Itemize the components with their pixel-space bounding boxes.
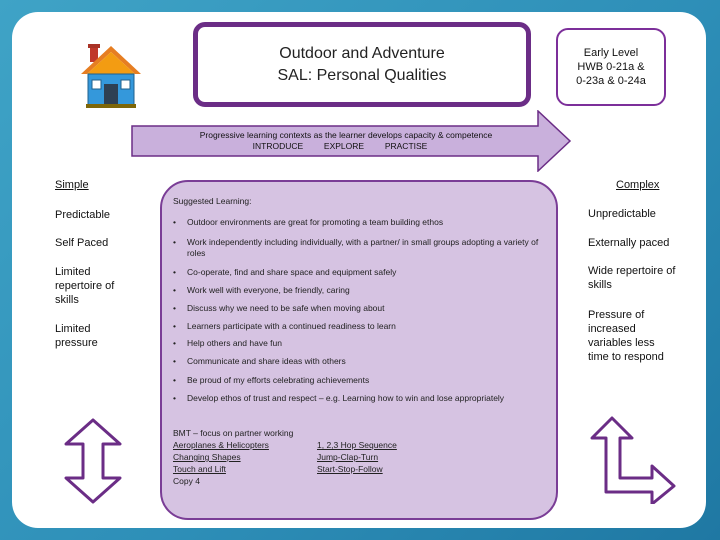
bmt-activity: Copy 4 bbox=[173, 476, 200, 486]
bullet-dot: • bbox=[173, 217, 176, 227]
bullet-dot: • bbox=[173, 356, 176, 366]
bmt-activity: Jump-Clap-Turn bbox=[317, 452, 379, 462]
learning-heading: Suggested Learning: bbox=[173, 196, 252, 206]
right-heading: Complex bbox=[616, 179, 660, 191]
bullet-dot: • bbox=[173, 338, 176, 348]
title-box bbox=[193, 22, 531, 107]
level-line-1: Early Level bbox=[583, 47, 639, 59]
level-line-2: HWB 0-21a & bbox=[577, 61, 645, 73]
left-heading: Simple bbox=[55, 179, 89, 191]
bmt-activity: Aeroplanes & Helicopters bbox=[173, 440, 269, 450]
up-right-arrow-icon bbox=[590, 416, 676, 504]
bullet-text: Co-operate, find and share space and equipment safely bbox=[187, 267, 397, 277]
stage-introduce: INTRODUCE bbox=[252, 141, 304, 151]
bmt-activity: Start-Stop-Follow bbox=[317, 464, 383, 474]
bmt-heading: BMT – focus on partner working bbox=[173, 428, 294, 438]
bullet-dot: • bbox=[173, 285, 176, 295]
bullet-dot: • bbox=[173, 375, 176, 385]
bullet-dot: • bbox=[173, 303, 176, 313]
title-line-1: Outdoor and Adventure bbox=[279, 44, 445, 62]
house-icon bbox=[78, 40, 144, 110]
left-item-repertoire: Limited repertoire of skills bbox=[55, 266, 115, 306]
level-line-3: 0-23a & 0-24a bbox=[576, 75, 646, 87]
bmt-activity: 1, 2,3 Hop Sequence bbox=[317, 440, 397, 450]
bmt-activity: Changing Shapes bbox=[173, 452, 241, 462]
bullet-text: Communicate and share ideas with others bbox=[187, 356, 346, 366]
bullet-dot: • bbox=[173, 237, 176, 247]
bmt-activity: Touch and Lift bbox=[173, 464, 226, 474]
stage-explore: EXPLORE bbox=[323, 141, 365, 151]
progression-stages bbox=[124, 141, 556, 151]
level-box bbox=[556, 28, 666, 106]
stage-practise: PRACTISE bbox=[384, 141, 428, 151]
right-item-externally-paced: Externally paced bbox=[588, 237, 670, 249]
bullet-text: Work independently including individually, with a partner/ in small groups adopting a variety of roles bbox=[187, 237, 539, 258]
right-item-unpredictable: Unpredictable bbox=[588, 208, 656, 220]
left-item-predictable: Predictable bbox=[55, 209, 111, 221]
bullet-text: Help others and have fun bbox=[187, 338, 282, 348]
bullet-dot: • bbox=[173, 321, 176, 331]
right-item-wide-repertoire: Wide repertoire of skills bbox=[588, 265, 676, 291]
up-down-arrow-icon bbox=[60, 418, 126, 504]
title-line-2: SAL: Personal Qualities bbox=[277, 66, 447, 84]
right-item-pressure: Pressure of increased variables less time to respond bbox=[588, 309, 664, 363]
bullet-dot: • bbox=[173, 267, 176, 277]
bullet-text: Outdoor environments are great for promoting a team building ethos bbox=[187, 217, 444, 227]
bullet-text: Be proud of my efforts celebrating achievements bbox=[187, 375, 370, 385]
left-item-self-paced: Self Paced bbox=[55, 237, 109, 249]
bullet-text: Work well with everyone, be friendly, caring bbox=[187, 285, 350, 295]
bullet-text: Discuss why we need to be safe when moving about bbox=[187, 303, 385, 313]
bullet-text: Develop ethos of trust and respect – e.g. Learning how to win and lose appropriately bbox=[187, 393, 505, 403]
bullet-text: Learners participate with a continued readiness to learn bbox=[187, 321, 396, 331]
bullet-dot: • bbox=[173, 393, 176, 403]
progression-text bbox=[136, 130, 556, 151]
left-item-pressure: Limited pressure bbox=[55, 323, 98, 349]
progression-line-1: Progressive learning contexts as the learner develops capacity & competence bbox=[199, 130, 493, 140]
